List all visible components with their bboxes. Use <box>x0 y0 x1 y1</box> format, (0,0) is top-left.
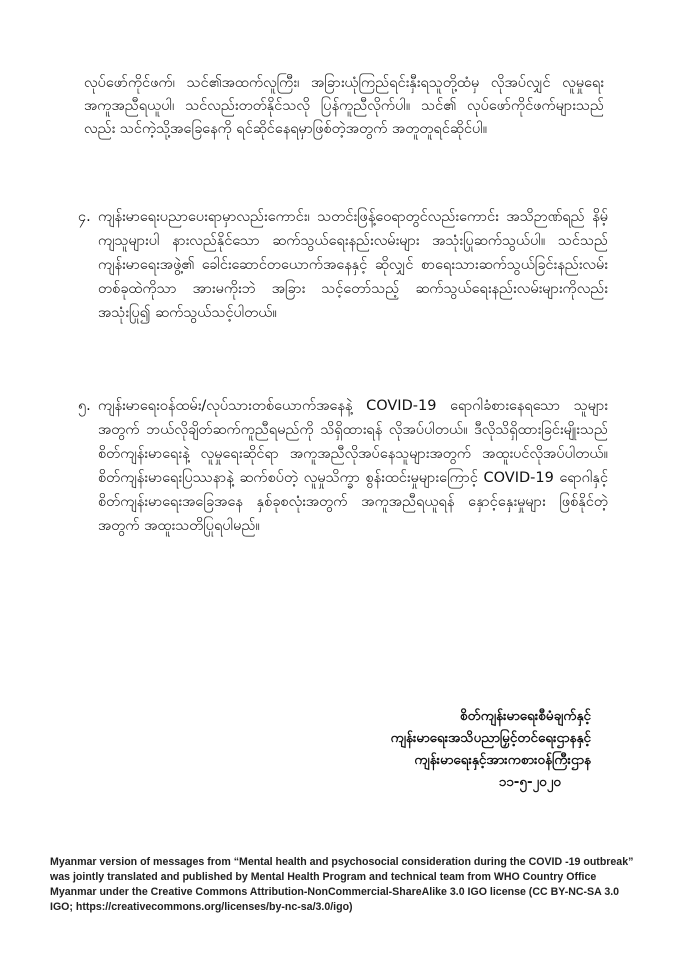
signature-line-department: ကျန်းမာရေးအသိပညာမြှင့်တင်ရေးဌာနနှင့် <box>390 730 591 746</box>
list-item-4 <box>78 205 608 325</box>
signature-line-ministry: ကျန်းမာရေးနှင့်အားကစားဝန်ကြီးဌာန <box>414 752 591 768</box>
license-footer: Myanmar version of messages from “Mental health and psychosocial consideration during the COVID -19 outbreak” was jointly translated and published by Mental Health Program and technical team from WHO Country Office Myanmar under the Creative Commons Attribution-NonCommercial-ShareAlike 3.0 IGO license (CC BY-NC-SA 3.0 IGO; https://creativecommons.org/licenses/by-nc-sa/3.0/igo) <box>50 856 634 913</box>
signature-line-program: စိတ်ကျန်းမာရေးစီမံချက်နှင့် <box>460 708 591 724</box>
list-item-number: ၅. <box>78 398 91 414</box>
signature-date: ၁၁-၅-၂၀၂၀ <box>498 774 561 790</box>
intro-paragraph: လုပ်ဖော်ကိုင်ဖက်၊ သင်၏အထက်လူကြီး၊ အခြားယုံကြည်ရင်းနှီးရသူတို့ထံမှ လိုအပ်လျှင် လူမှုရေး အကူအညီရယူပါ၊ သင်လည်းတတ်နိုင်သလို ပြန်ကူညီလိုက်ပါ။ သင်၏ လုပ်ဖော်ကိုင်ဖက်များသည်လည်း သင်ကဲ့သို့အခြေနေကို ရင်ဆိုင်နေရမှာဖြစ်တဲ့အတွက် အတူတူရင်ဆိုင်ပါ။ <box>84 75 604 137</box>
list-item-text: ကျန်းမာရေးဝန်ထမ်း/လုပ်သားတစ်ယောက်အနေနဲ့ COVID-19 ရောဂါခံစားနေရသော သူများအတွက် ဘယ်လိုချိတ်ဆက်ကူညီရမည်ကို သိရှိထားရန် လိုအပ်ပါတယ်။ ဒီလိုသိရှိထားခြင်းမျိုးသည် စိတ်ကျန်းမာရေးနဲ့ လူမှုရေးဆိုင်ရာ အကူအညီလိုအပ်နေသူများအတွက် အထူးပင်လိုအပ်ပါတယ်။ စိတ်ကျန်းမာရေးပြဿနာနဲ့ ဆက်စပ်တဲ့ လူမှုသိက္ခာ စွန်းထင်းမှုများကြောင့် COVID-19 ရောဂါနှင့် စိတ်ကျန်းမာရေးအခြေအနေ နှစ်ခုစလုံးအတွက် အကူအညီရယူရန် နှောင့်နှေးမှုများ ဖြစ်နိုင်တဲ့အတွက် အထူးသတိပြုရပါမည်။ <box>98 398 608 534</box>
list-item-number: ၄. <box>78 209 91 225</box>
list-item-5 <box>78 394 608 538</box>
signature-block <box>291 705 591 793</box>
list-item-text: ကျန်းမာရေးပညာပေးရာမှာလည်းကောင်း၊ သတင်းဖြန့်ဝေရာတွင်လည်းကောင်း အသိဉာဏ်ရည် နိမ့်ကျသူများပါ နားလည်နိုင်သော ဆက်သွယ်ရေးနည်းလမ်းများ အသုံးပြုဆက်သွယ်ပါ။ သင်သည် ကျန်းမာရေးအဖွဲ့၏ ခေါင်းဆောင်တယောက်အနေနှင့် ဆိုလျှင် စာရေးသားဆက်သွယ်ခြင်းနည်းလမ်း တစ်ခုထဲကိုသာ အားမကိုးဘဲ အခြား သင့်တော်သည့် ဆက်သွယ်ရေးနည်းလမ်းများကိုလည်း အသုံးပြု၍ ဆက်သွယ်သင့်ပါတယ်။ <box>98 209 608 321</box>
